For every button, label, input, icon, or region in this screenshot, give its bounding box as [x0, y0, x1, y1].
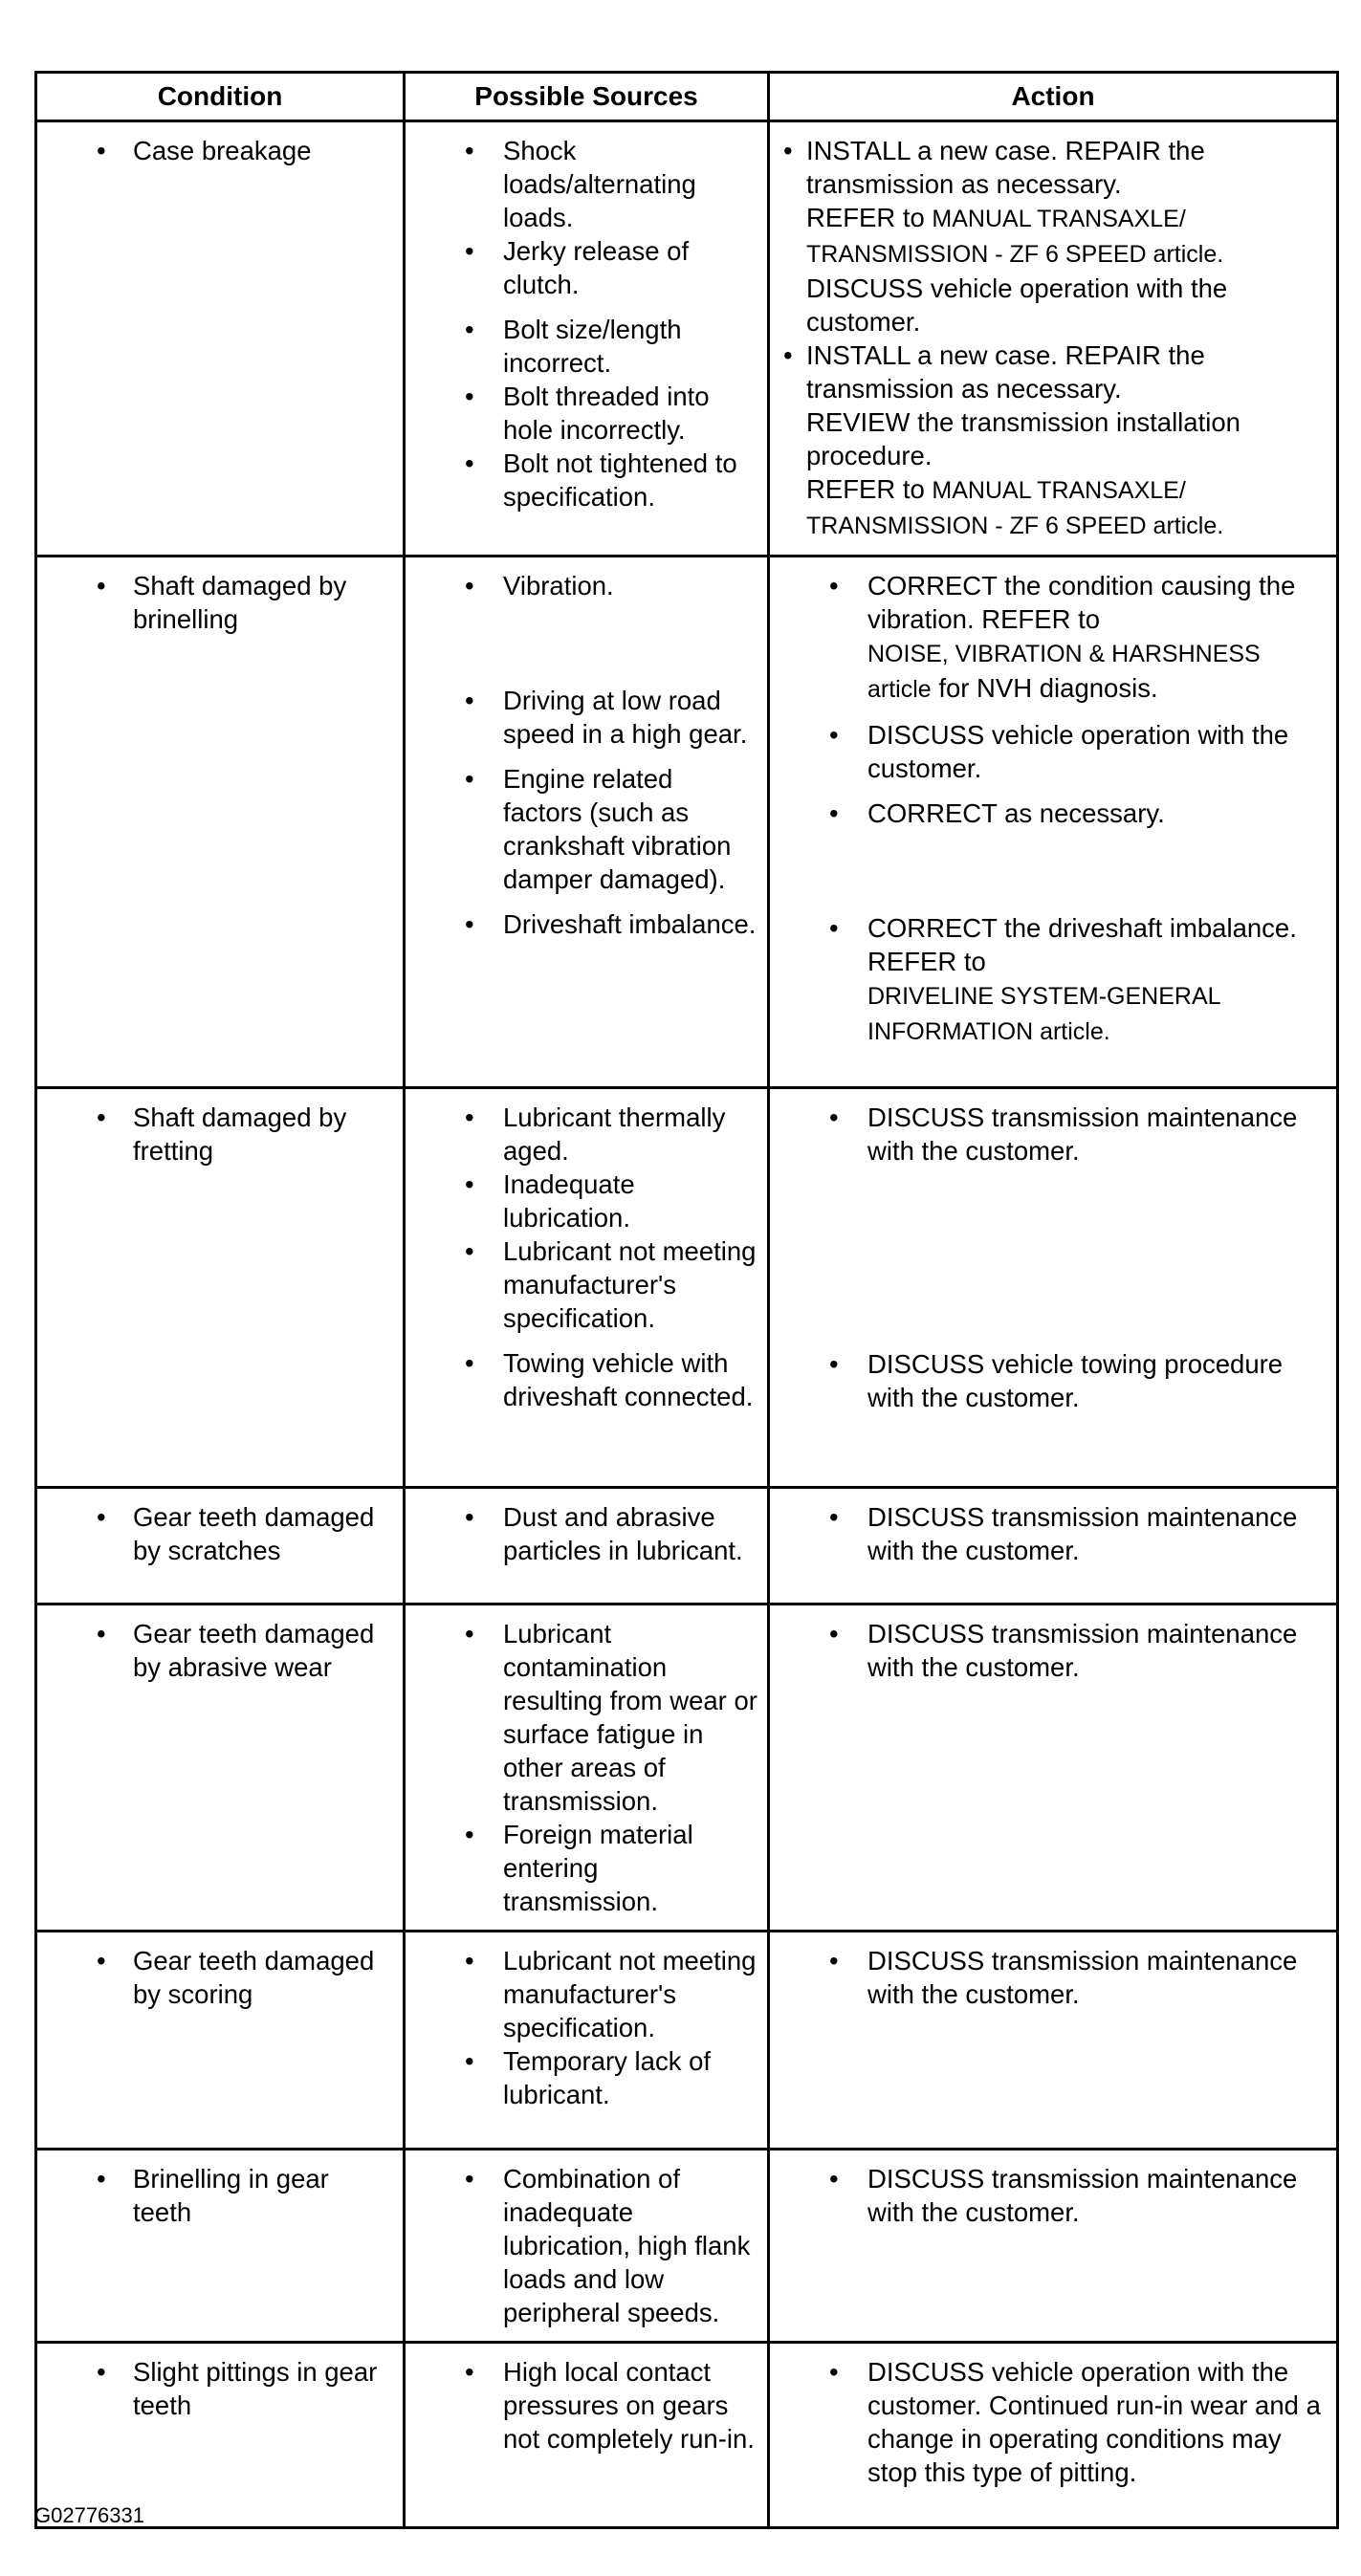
- action-suffix: for NVH diagnosis.: [938, 673, 1158, 703]
- action-ref-prefix: REFER to: [806, 474, 925, 504]
- header-row: [36, 73, 1338, 121]
- action-main: INSTALL a new case. REPAIR the transmission as necessary.: [806, 136, 1205, 199]
- source-item: • Combination of inadequate lubrication, high flank loads and low peripheral speeds.: [406, 2162, 757, 2329]
- action-cell: [769, 2343, 1338, 2528]
- source-item: • Inadequate lubrication.: [406, 1168, 757, 1234]
- table-row: [36, 1088, 1338, 1488]
- action-main: INSTALL a new case. REPAIR the transmission as necessary.: [806, 340, 1205, 404]
- source-item: • Lubricant not meeting manufacturer's specification.: [406, 1234, 757, 1335]
- table-row: [36, 121, 1338, 557]
- condition-item: • Shaft damaged by fretting: [37, 1101, 393, 1168]
- action-cell: [769, 557, 1338, 1088]
- condition-item: • Gear teeth damaged by scratches: [37, 1500, 393, 1567]
- source-item: • Dust and abrasive particles in lubricant.: [406, 1500, 757, 1567]
- action-item: • CORRECT as necessary.: [770, 797, 1327, 830]
- action-item: [770, 911, 1327, 1049]
- sources-cell: [405, 1088, 769, 1488]
- action-extra: DISCUSS vehicle operation with the customer.: [806, 273, 1228, 337]
- sources-cell: [405, 2150, 769, 2343]
- action-main: CORRECT the driveshaft imbalance. REFER to: [867, 913, 1297, 976]
- condition-item: • Gear teeth damaged by abrasive wear: [37, 1617, 393, 1684]
- condition-cell: [36, 2150, 405, 2343]
- action-item: • DISCUSS transmission maintenance with the customer.: [770, 1944, 1327, 2011]
- table-row: [36, 2150, 1338, 2343]
- source-item: • Driveshaft imbalance.: [406, 907, 757, 941]
- action-cell: [769, 1488, 1338, 1605]
- action-cell: [769, 2150, 1338, 2343]
- table-row: [36, 1488, 1338, 1605]
- source-item: • Jerky release of clutch.: [406, 234, 757, 301]
- table-row: [36, 1932, 1338, 2150]
- action-extra: REVIEW the transmission installation procedure.: [806, 407, 1240, 470]
- header-action: Action: [769, 73, 1338, 121]
- action-item: • DISCUSS vehicle operation with the customer. Continued run-in wear and a change in operating conditions may stop this type of pitting.: [770, 2355, 1327, 2489]
- source-item: • Engine related factors (such as crankshaft vibration damper damaged).: [406, 762, 757, 896]
- action-main: CORRECT the condition causing the vibration. REFER to: [867, 571, 1296, 634]
- source-item: • High local contact pressures on gears not completely run-in.: [406, 2355, 757, 2456]
- action-item: [770, 569, 1327, 707]
- action-ref: DRIVELINE SYSTEM-GENERAL INFORMATION article.: [867, 983, 1220, 1045]
- table-row: [36, 1605, 1338, 1932]
- action-ref: NOISE, VIBRATION & HARSHNESS article: [867, 641, 1261, 703]
- table-row: [36, 2343, 1338, 2528]
- source-item: • Bolt size/length incorrect.: [406, 313, 757, 380]
- condition-item: • Shaft damaged by brinelling: [37, 569, 393, 636]
- condition-cell: [36, 557, 405, 1088]
- action-item: • DISCUSS vehicle towing procedure with the customer.: [770, 1347, 1327, 1414]
- source-item: • Vibration.: [406, 569, 757, 602]
- action-cell: [769, 121, 1338, 557]
- condition-cell: [36, 1932, 405, 2150]
- sources-cell: [405, 1605, 769, 1932]
- action-cell: [769, 1605, 1338, 1932]
- diagnosis-table: [34, 71, 1339, 2529]
- condition-cell: [36, 1488, 405, 1605]
- condition-cell: [36, 2343, 405, 2528]
- source-item: • Driving at low road speed in a high gear.: [406, 684, 757, 751]
- action-item: • DISCUSS transmission maintenance with the customer.: [770, 2162, 1327, 2229]
- source-item: • Bolt threaded into hole incorrectly.: [406, 380, 757, 447]
- condition-item: • Case breakage: [37, 134, 393, 167]
- sources-cell: [405, 121, 769, 557]
- condition-item: • Gear teeth damaged by scoring: [37, 1944, 393, 2011]
- action-item: • DISCUSS transmission maintenance with the customer.: [770, 1617, 1327, 1684]
- action-item: [770, 338, 1327, 543]
- source-item: • Lubricant thermally aged.: [406, 1101, 757, 1168]
- condition-cell: [36, 1605, 405, 1932]
- action-item: • DISCUSS transmission maintenance with the customer.: [770, 1101, 1327, 1168]
- action-item: • DISCUSS vehicle operation with the customer.: [770, 718, 1327, 785]
- condition-cell: [36, 1088, 405, 1488]
- figure-id: G02776331: [34, 2503, 144, 2527]
- action-ref-prefix: REFER to: [806, 203, 925, 232]
- header-possible-sources: Possible Sources: [405, 73, 769, 121]
- source-item: • Temporary lack of lubricant.: [406, 2044, 757, 2111]
- source-item: • Lubricant contamination resulting from wear or surface fatigue in other areas of transmission.: [406, 1617, 757, 1818]
- source-item: • Foreign material entering transmission.: [406, 1818, 757, 1918]
- action-item: [770, 134, 1327, 338]
- condition-item: • Brinelling in gear teeth: [37, 2162, 393, 2229]
- condition-item: • Slight pittings in gear teeth: [37, 2355, 393, 2422]
- sources-cell: [405, 557, 769, 1088]
- source-item: • Bolt not tightened to specification.: [406, 447, 757, 513]
- action-cell: [769, 1932, 1338, 2150]
- sources-cell: [405, 2343, 769, 2528]
- table-row: [36, 557, 1338, 1088]
- action-cell: [769, 1088, 1338, 1488]
- source-item: • Lubricant not meeting manufacturer's specification.: [406, 1944, 757, 2044]
- condition-cell: [36, 121, 405, 557]
- source-item: • Towing vehicle with driveshaft connected.: [406, 1346, 757, 1413]
- sources-cell: [405, 1932, 769, 2150]
- sources-cell: [405, 1488, 769, 1605]
- action-ref: MANUAL TRANSAXLE/ TRANSMISSION - ZF 6 SPEED article.: [806, 477, 1224, 539]
- source-item: • Shock loads/alternating loads.: [406, 134, 757, 234]
- header-condition: Condition: [36, 73, 405, 121]
- action-ref: MANUAL TRANSAXLE/ TRANSMISSION - ZF 6 SPEED article.: [806, 206, 1224, 268]
- action-item: • DISCUSS transmission maintenance with the customer.: [770, 1500, 1327, 1567]
